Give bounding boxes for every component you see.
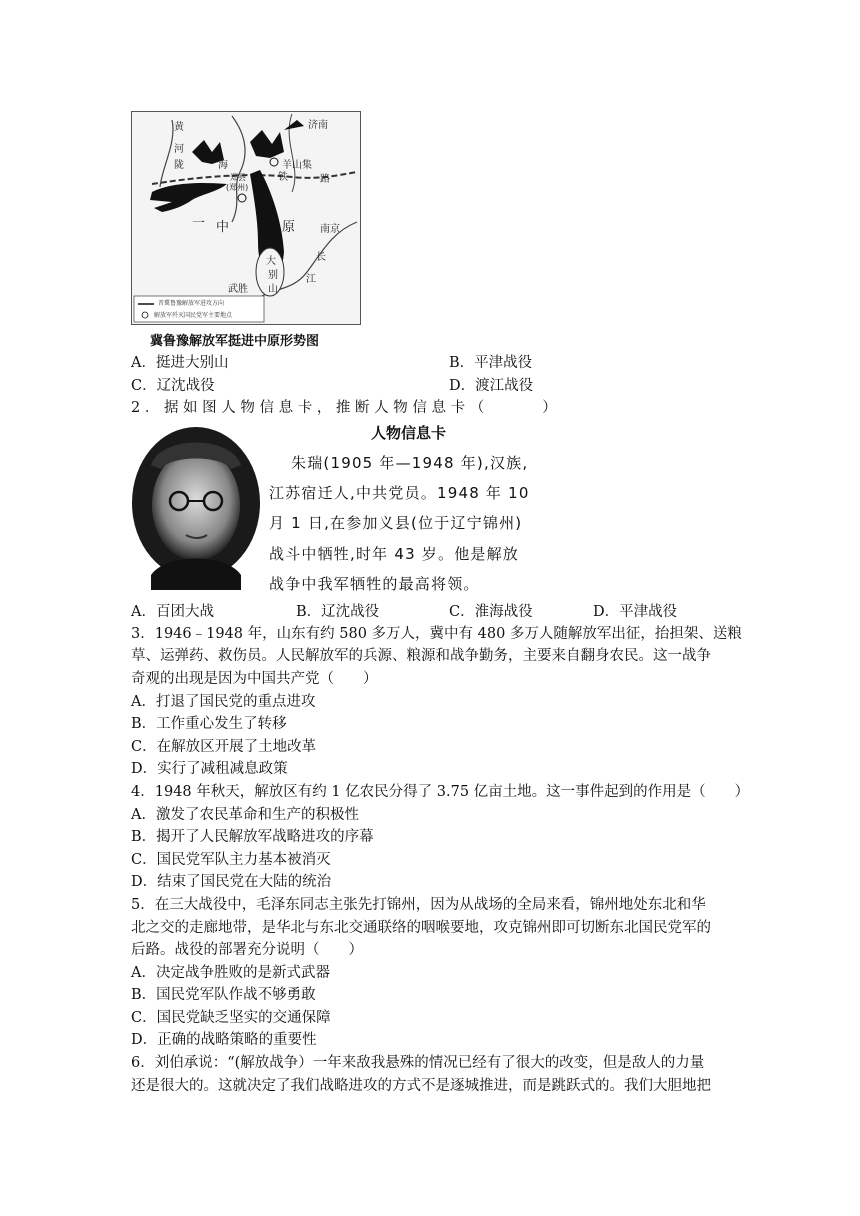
figure-caption: 冀鲁豫解放军挺进中原形势图 [150,334,320,349]
q5-option-c[interactable]: C．国民党缺乏坚实的交通保障 [131,1010,331,1026]
info-card-line: 朱瑞(1905 年—1948 年),汉族, [291,454,529,472]
q4-option-a[interactable]: A．激发了农民革命和生产的积极性 [131,807,359,823]
map-label-yangshanji: 羊山集 [282,160,312,171]
map-label-chang: 长 [316,252,326,263]
q3-option-c[interactable]: C．在解放区开展了土地改革 [131,739,317,755]
q2-option-d[interactable]: D．平津战役 [593,604,678,620]
q3-stem-line: 3．1946﹣1948 年，山东有约 580 多万人，冀中有 480 多万人随解放军出征，抬担架、送粮 [131,626,742,642]
map-label-yi: 一 [192,216,206,231]
map-label-tie: 铁 [278,172,288,183]
q3-option-d[interactable]: D．实行了减租减息政策 [131,761,288,777]
q2-option-c[interactable]: C．淮海战役 [449,604,533,620]
map-label-he: 河 [174,144,184,155]
q3-stem-line: 草、运弹药、救伤员。人民解放军的兵源、粮源和战争勤务，主要来自翻身农民。这一战争 [131,648,711,664]
q4-option-c[interactable]: C．国民党军队主力基本被消灭 [131,852,331,868]
q2-option-b[interactable]: B．辽沈战役 [296,604,380,620]
portrait-drawing [131,425,262,590]
map-label-shan: 山 [268,284,278,295]
q2-option-a[interactable]: A．百团大战 [131,604,214,620]
info-card-line: 月 1 日,在参加义县(位于辽宁锦州) [269,514,523,532]
q1-option-d[interactable]: D．渡江战役 [449,378,534,394]
q3-option-b[interactable]: B．工作重心发生了转移 [131,716,287,732]
map-label-bie: 别 [268,270,278,281]
map-label-zhengzhou: (郑州) [226,183,249,192]
q6-stem-line: 还是很大的。这就决定了我们战略进攻的方式不是逐城推进，而是跳跃式的。我们大胆地把 [131,1078,711,1094]
info-card-title: 人物信息卡 [371,424,447,442]
q5-stem-line: 后路。战役的部署充分说明（ ） [131,942,363,958]
q4-option-b[interactable]: B．揭开了人民解放军战略进攻的序幕 [131,829,374,845]
map-label-lu: 路 [320,174,330,185]
q5-option-d[interactable]: D．正确的战略策略的重要性 [131,1032,317,1048]
map-legend-battle-site: 解放军歼灭国民党军主要地点 [154,312,233,319]
map-label-zhong: 中 [216,220,230,235]
q5-option-a[interactable]: A．决定战争胜败的是新式武器 [131,965,330,981]
portrait-photo [131,425,262,590]
map-label-wusheng: 武胜 [228,284,248,295]
q5-stem-line: 5．在三大战役中，毛泽东同志主张先打锦州，因为从战场的全局来看，锦州地处东北和华 [131,897,706,913]
q3-option-a[interactable]: A．打退了国民党的重点进攻 [131,694,316,710]
map-label-huang: 黄 [174,122,184,133]
map-label-long: 陇 [174,160,184,171]
map-figure [131,111,361,325]
q1-option-b[interactable]: B．平津战役 [449,355,533,371]
map-label-jinan: 济南 [308,120,328,131]
q5-stem-line: 北之交的走廊地带，是华北与东北交通联络的咽喉要地，攻克锦州即可切断东北国民党军的 [131,920,711,936]
info-card-line: 江苏宿迁人,中共党员。1948 年 10 [269,484,530,502]
map-label-hai: 海 [218,160,228,171]
q3-stem-line: 奇观的出现是因为中国共产党（ ） [131,671,378,687]
map-label-yuan: 原 [282,220,296,235]
q4-stem-line: 4．1948 年秋天，解放区有约 1 亿农民分得了 3.75 亿亩土地。这一事件起到的作用是（ ） [131,784,750,800]
q2-stem: 2 ． 据 如 图 人 物 信 息 卡 ， 推 断 人 物 信 息 卡 （ ） [131,400,557,416]
map-label-zhengxian: 郑县 [230,173,246,182]
map-label-nanjing: 南京 [320,224,340,235]
q1-option-a[interactable]: A．挺进大别山 [131,355,229,371]
map-label-jiang: 江 [306,274,316,285]
map-label-da: 大 [266,256,276,267]
map-legend-advance: 晋冀鲁豫解放军进攻方向 [158,300,225,307]
q5-option-b[interactable]: B．国民党军队作战不够勇敢 [131,987,316,1003]
q4-option-d[interactable]: D．结束了国民党在大陆的统治 [131,874,332,890]
q1-option-c[interactable]: C．辽沈战役 [131,378,215,394]
info-card-line: 战争中我军牺牲的最高将领。 [269,575,480,593]
info-card-line: 战斗中牺牲,时年 43 岁。他是解放 [269,545,519,563]
q6-stem-line: 6．刘伯承说：“(解放战争）一年来敌我悬殊的情况已经有了很大的改变，但是敌人的力量 [131,1055,705,1071]
